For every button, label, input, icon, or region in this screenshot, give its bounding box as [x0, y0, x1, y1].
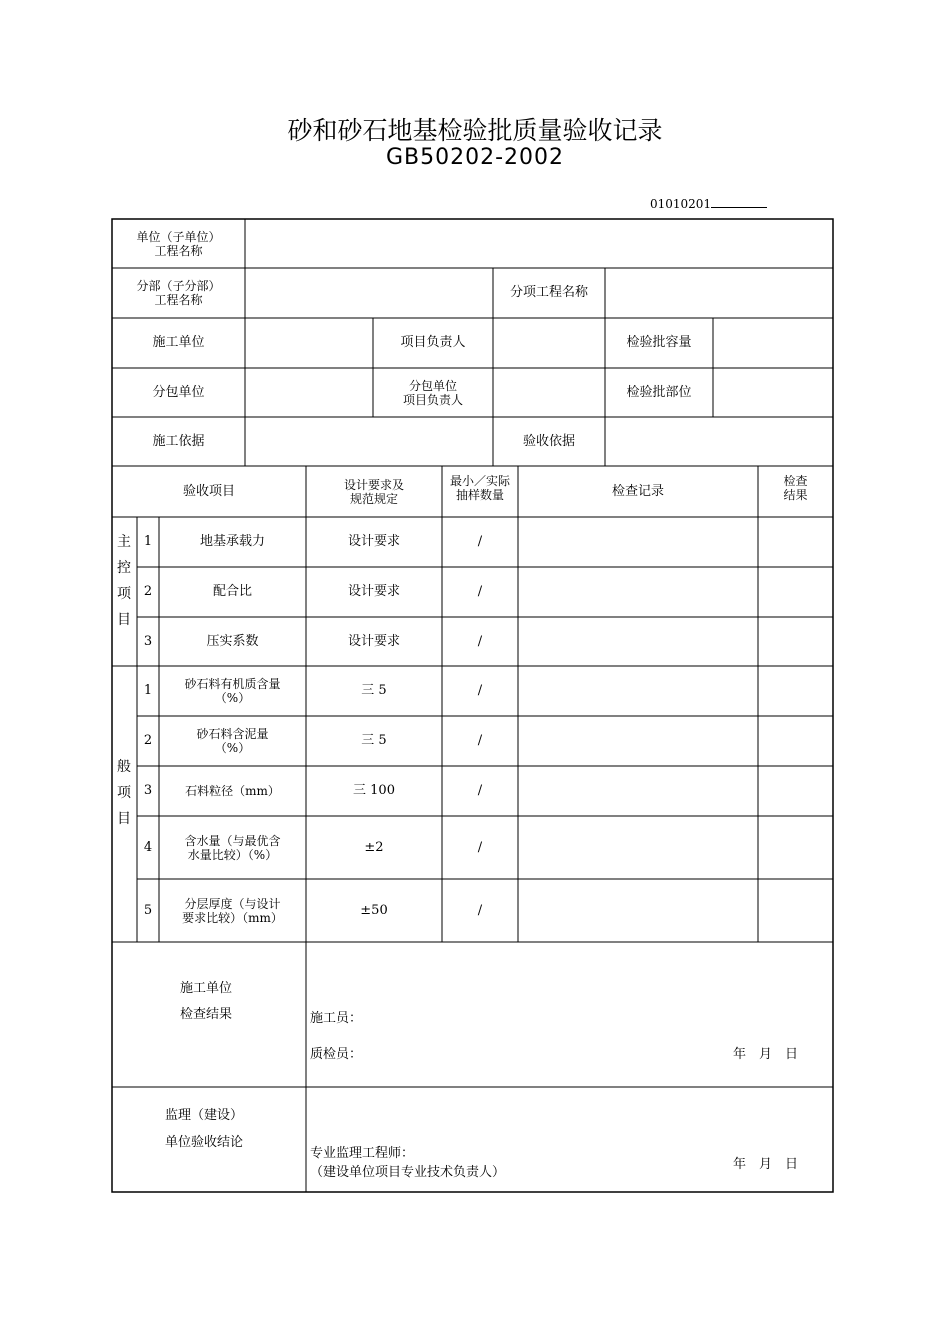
general-item-sample[interactable]: / — [477, 683, 483, 698]
general-item-requirement: 三 100 — [353, 783, 395, 798]
main-item-name: 压实系数 — [206, 633, 259, 649]
page-title: 砂和砂石地基检验批质量验收记录 — [287, 116, 663, 145]
general-item-name — [159, 816, 306, 879]
standard-code: GB50202-2002 — [385, 145, 565, 170]
general-item-name — [159, 666, 306, 716]
form-number-text: 01010201 — [650, 197, 712, 211]
main-item-requirement: 设计要求 — [347, 633, 400, 649]
main-control-label — [114, 529, 134, 633]
general-item-record[interactable] — [518, 879, 758, 942]
main-item-sample[interactable]: / — [477, 633, 483, 649]
worker-signature-label: 施工员： — [310, 1011, 363, 1026]
general-item-name — [159, 879, 306, 942]
general-item-name — [159, 766, 306, 816]
main-item-sample[interactable]: / — [477, 584, 483, 599]
column-header-requirement-line2: 规范规定 — [349, 491, 398, 506]
main-item-sample[interactable]: / — [477, 534, 483, 549]
main-item-result[interactable] — [758, 517, 833, 567]
unit-name-label-line1: 单位（子单位） — [136, 229, 221, 244]
unit-name-field[interactable] — [245, 219, 833, 268]
general-item-requirement: 三 5 — [361, 683, 387, 698]
construction-unit-field[interactable] — [245, 318, 373, 368]
batch-location-label: 检验批部位 — [626, 384, 692, 400]
general-item-no: 5 — [143, 902, 153, 918]
main-item-requirement: 设计要求 — [347, 584, 400, 599]
main-item-result[interactable] — [758, 567, 833, 617]
general-items-char: 项 — [117, 785, 131, 801]
general-item-name-line1: 石料粒径（mm） — [185, 784, 280, 798]
general-item-requirement: 三 5 — [361, 733, 387, 748]
general-item-result[interactable] — [758, 879, 833, 942]
sub-pm-field[interactable] — [493, 368, 605, 417]
project-manager-field[interactable] — [493, 318, 605, 368]
subcontract-unit-label: 分包单位 — [152, 384, 205, 400]
main-control-char: 主 — [117, 534, 131, 550]
supervising-engineer-label: 专业监理工程师： — [310, 1146, 415, 1161]
main-item-record[interactable] — [518, 617, 758, 666]
general-item-result[interactable] — [758, 766, 833, 816]
main-item-record[interactable] — [518, 517, 758, 567]
acceptance-basis-label: 验收依据 — [522, 433, 575, 449]
general-item-result[interactable] — [758, 666, 833, 716]
subcontract-unit-field[interactable] — [245, 368, 373, 417]
general-item-no: 3 — [143, 783, 153, 798]
general-item-record[interactable] — [518, 766, 758, 816]
general-item-name-line1: 含水量（与最优含 — [184, 833, 281, 848]
construction-check-label-line1: 施工单位 — [180, 981, 233, 996]
column-header-result — [758, 466, 833, 517]
general-item-name-line1: 分层厚度（与设计 — [184, 896, 281, 911]
general-item-name — [159, 716, 306, 766]
main-item-no: 2 — [143, 584, 153, 599]
construction-basis-field[interactable] — [245, 417, 493, 466]
item-name-field[interactable] — [605, 268, 833, 318]
general-item-sample[interactable]: / — [477, 733, 483, 748]
general-item-name-line2: （%） — [214, 741, 251, 755]
column-header-sample-line1: 最小／实际 — [449, 474, 510, 488]
main-control-char: 项 — [117, 586, 131, 602]
column-header-requirement-line1: 设计要求及 — [343, 477, 404, 492]
main-control-char: 控 — [117, 560, 131, 576]
construction-check-label-line2: 检查结果 — [180, 1007, 233, 1022]
general-item-no: 2 — [143, 733, 153, 748]
item-name-label: 分项工程名称 — [509, 285, 588, 300]
subdivision-label-line2: 工程名称 — [154, 293, 203, 307]
main-item-no: 3 — [143, 633, 153, 649]
supervision-date[interactable]: 年 月 日 — [733, 1157, 799, 1172]
general-item-sample[interactable]: / — [477, 783, 483, 798]
general-item-name-line2: 水量比较）（%） — [187, 847, 278, 862]
main-item-name: 地基承载力 — [199, 534, 265, 549]
subdivision-label-line1: 分部（子分部） — [136, 279, 221, 293]
general-item-name-line1: 砂石料含泥量 — [196, 727, 269, 741]
column-header-record: 检查记录 — [611, 483, 664, 499]
unit-name-label-line2: 工程名称 — [154, 243, 203, 258]
general-item-sample[interactable]: / — [477, 839, 483, 855]
sub-pm-label — [373, 368, 493, 417]
main-control-char: 目 — [117, 612, 131, 628]
unit-name-label — [112, 219, 245, 268]
column-header-sample — [442, 466, 518, 517]
construction-basis-label: 施工依据 — [152, 433, 205, 449]
acceptance-basis-field[interactable] — [605, 417, 833, 466]
column-header-result-line1: 检查 — [783, 474, 808, 488]
general-item-name-line1: 砂石料有机质含量 — [184, 677, 281, 691]
batch-location-field[interactable] — [713, 368, 833, 417]
main-item-no: 1 — [143, 534, 153, 549]
general-item-no: 1 — [143, 683, 153, 698]
general-item-record[interactable] — [518, 816, 758, 879]
subdivision-label — [112, 268, 245, 318]
general-item-record[interactable] — [518, 716, 758, 766]
column-header-sample-line2: 抽样数量 — [455, 488, 504, 502]
general-item-name-line2: 要求比较）（mm） — [182, 910, 283, 925]
general-item-sample[interactable]: / — [477, 902, 483, 918]
supervision-label-line2: 单位验收结论 — [165, 1135, 244, 1150]
general-item-name-line2: （%） — [214, 691, 251, 705]
general-item-record[interactable] — [518, 666, 758, 716]
general-items-char: 目 — [117, 811, 131, 827]
main-item-result[interactable] — [758, 617, 833, 666]
main-item-name: 配合比 — [212, 584, 252, 599]
main-item-requirement: 设计要求 — [347, 534, 400, 549]
general-item-result[interactable] — [758, 816, 833, 879]
general-items-char: 般 — [117, 759, 131, 775]
inspector-signature-label: 质检员： — [310, 1047, 363, 1062]
batch-capacity-field[interactable] — [713, 318, 833, 368]
column-header-requirement — [306, 466, 442, 517]
sub-pm-label-line2: 项目负责人 — [402, 392, 463, 407]
sub-pm-label-line1: 分包单位 — [408, 378, 457, 393]
batch-capacity-label: 检验批容量 — [626, 335, 692, 350]
column-header-result-line2: 结果 — [783, 488, 808, 502]
construction-unit-label: 施工单位 — [152, 335, 205, 350]
construction-date[interactable]: 年 月 日 — [733, 1047, 799, 1062]
column-header-item: 验收项目 — [182, 483, 235, 499]
project-manager-label: 项目负责人 — [400, 335, 466, 350]
owner-representative-label: （建设单位项目专业技术负责人） — [310, 1165, 506, 1180]
supervision-label-line1: 监理（建设） — [165, 1108, 244, 1123]
general-item-requirement: ±50 — [360, 902, 388, 918]
general-item-result[interactable] — [758, 716, 833, 766]
subdivision-field[interactable] — [245, 268, 493, 318]
main-item-record[interactable] — [518, 567, 758, 617]
general-item-no: 4 — [143, 839, 153, 855]
general-item-requirement: ±2 — [364, 839, 384, 855]
general-items-label — [114, 754, 134, 832]
